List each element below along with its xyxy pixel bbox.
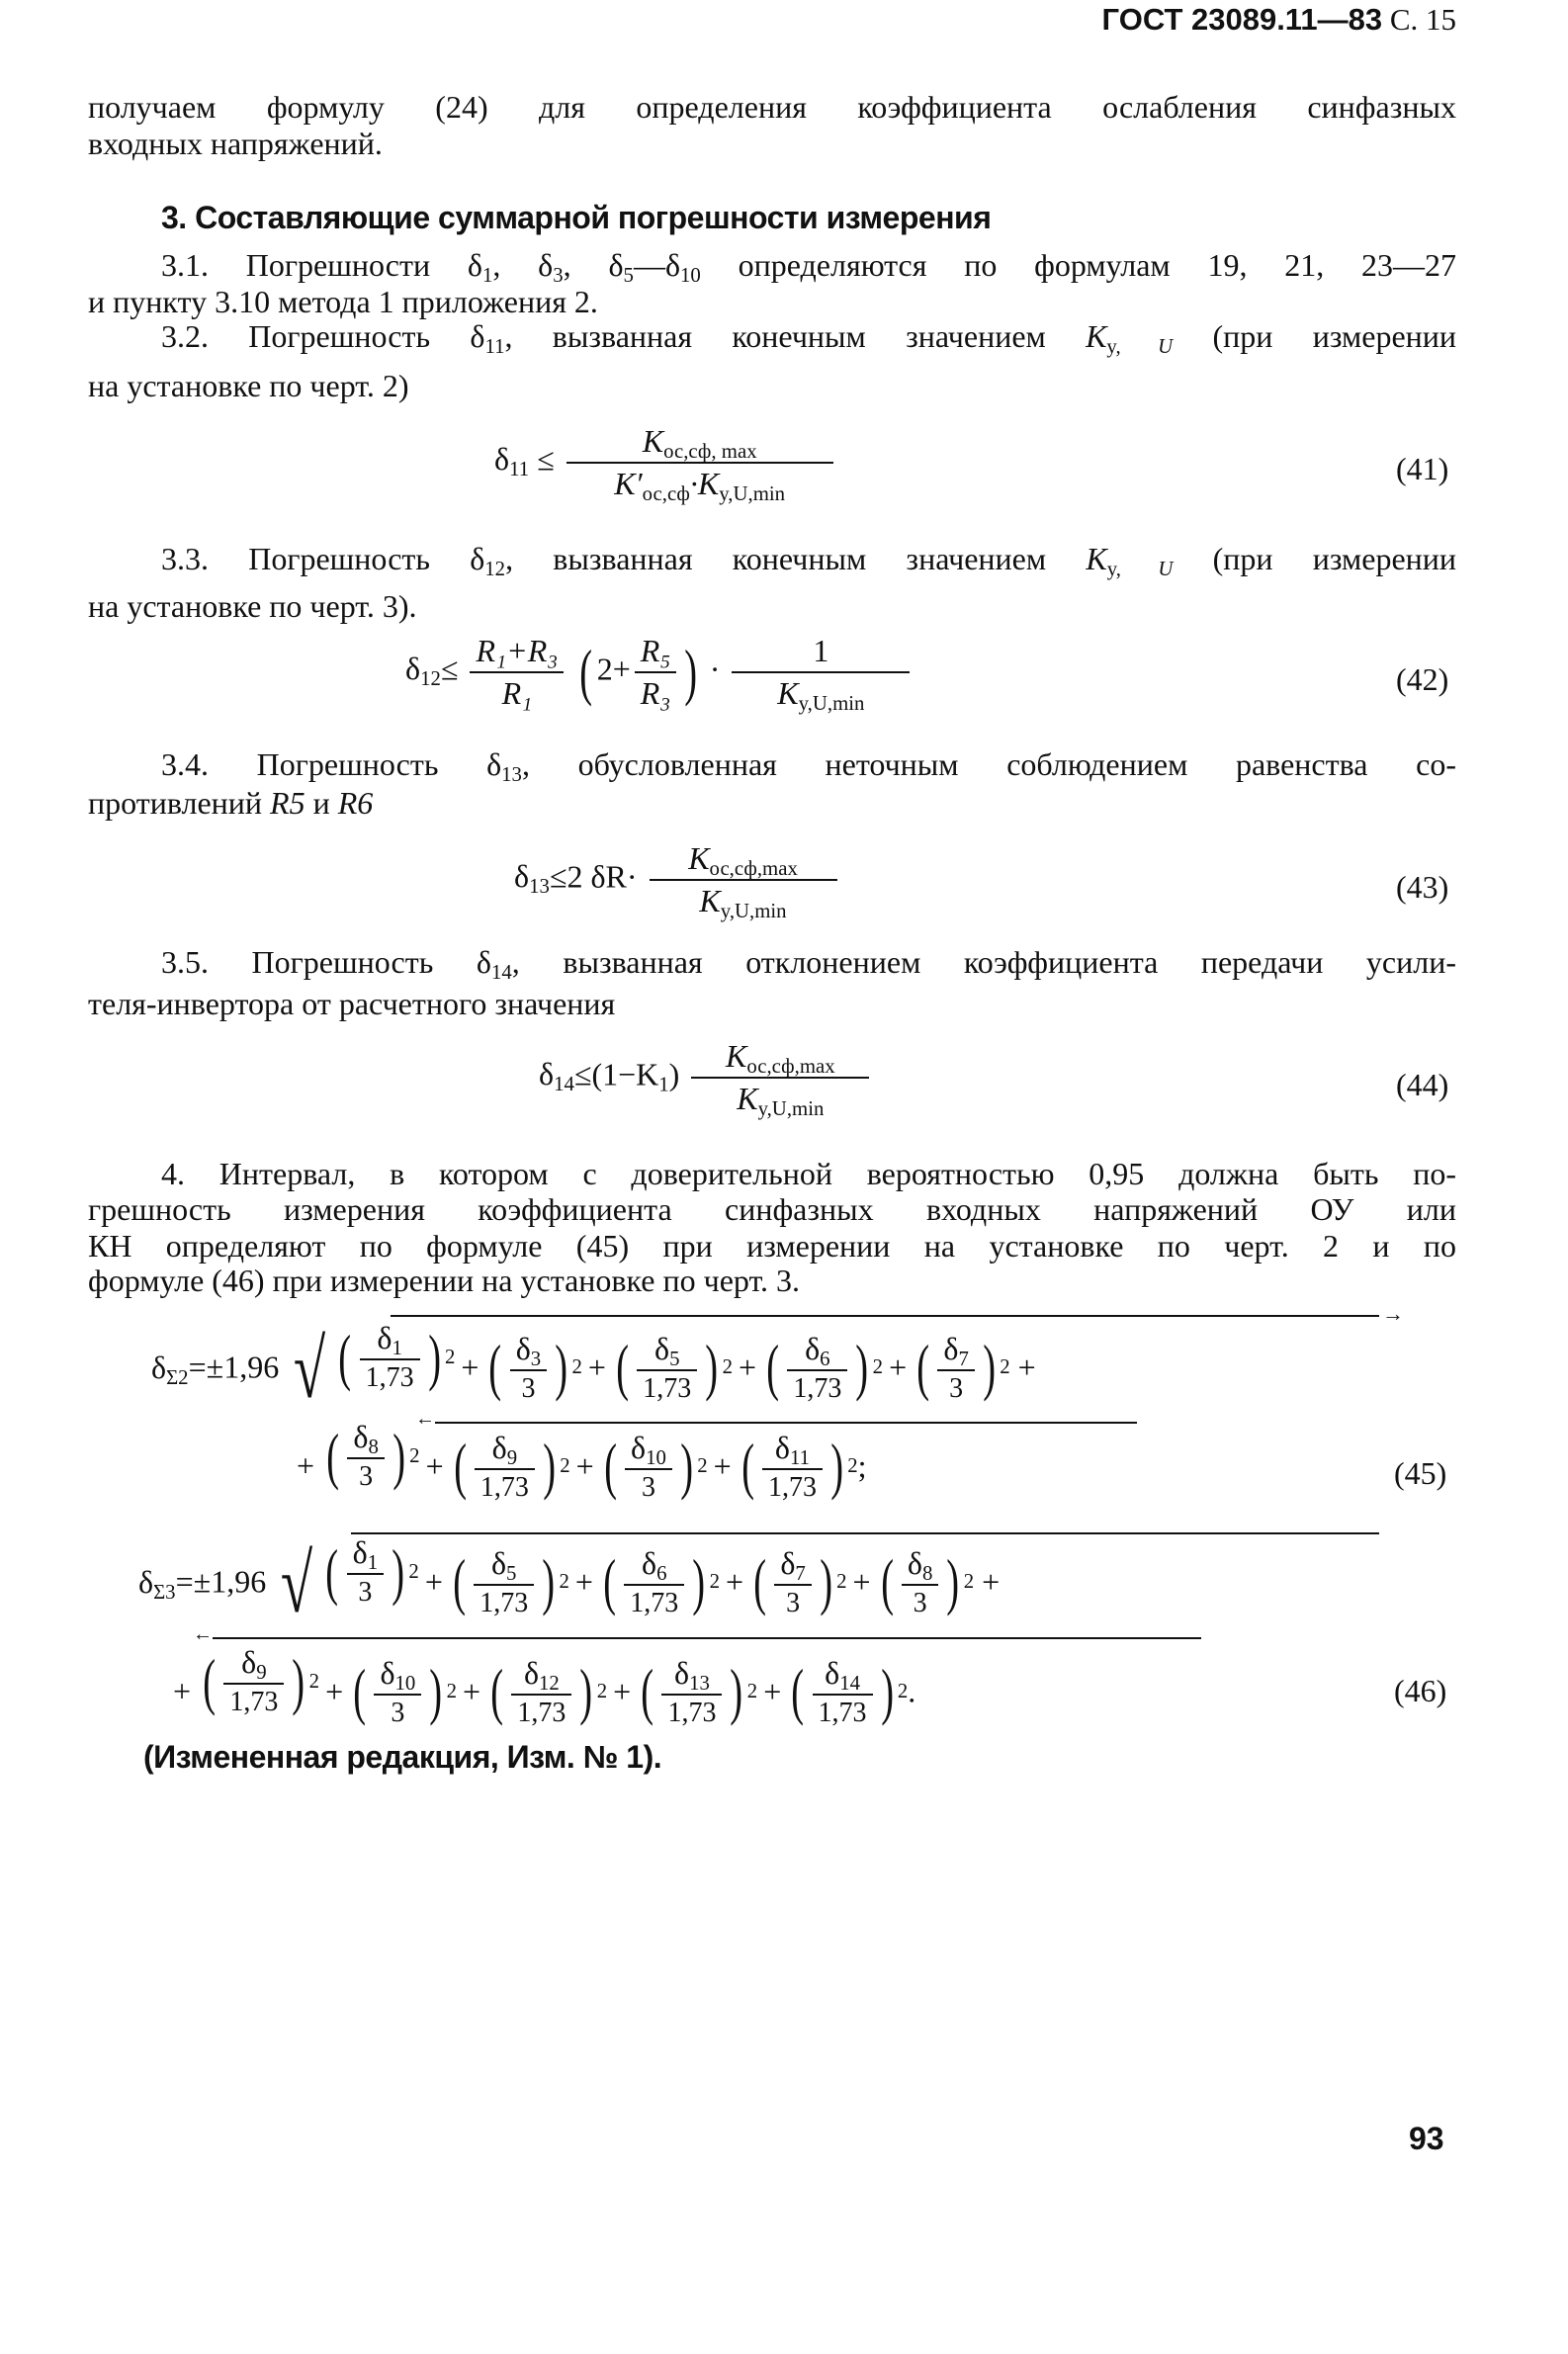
page-reference: С. 15: [1389, 2, 1456, 37]
squared-term: + ( $\frac{\delta_{10}}{3}$ ) 2: [325, 1654, 458, 1728]
formula-45-line-1: $\delta_{\Sigma 2}=\pm 1,96$ √ ( $\frac{\delta_1}{1,73}$ ) 2 + ( $\frac{\delta_3}{3}$ ) 2 + ( $\frac{\delta_5}{1,73}$ ) 2 + ( $\frac{\delta_6}{1,73}$ ) 2 + ( $\frac{\delta_7}{3}$ ) 2 +: [151, 1320, 1036, 1417]
paragraph-3-5-line-2: теля-инвертора от расчетного значения: [88, 986, 616, 1021]
continuation-arrow-left-icon: ←: [193, 1623, 213, 1645]
squared-term: + ( $\frac{\delta_{10}}{3}$ ) 2: [575, 1429, 708, 1503]
paragraph-3-1-line-2: и пункту 3.10 метода 1 приложения 2.: [88, 284, 598, 319]
squared-term: + ( $\frac{\delta_{12}}{1,73}$ ) 2: [463, 1654, 608, 1728]
radical-overline: [391, 1315, 1379, 1317]
formula-43: $\delta_{13}\le 2$ δR· $\frac{K_{ос,сф,max}}{K_{y,U,min}}$: [514, 840, 841, 919]
radical-sign-icon: √: [294, 1324, 326, 1417]
radical-sign-icon: √: [281, 1538, 313, 1631]
squared-term: + ( $\frac{\delta_7}{3}$ ) 2: [889, 1330, 1010, 1404]
paragraph-3-3-line-2: на установке по черт. 3).: [88, 588, 417, 624]
standard-number: ГОСТ 23089.11—83: [1101, 2, 1383, 37]
paragraph-3-2-line-1: 3.2. Погрешность $\delta_{11}$, вызванная конечным значением $K_{y, U}$ (при измерении: [161, 318, 1457, 359]
formula-44: $\delta_{14}\le(1-K_1)$ $\frac{K_{ос,сф,max}}{K_{y,U,min}}$: [539, 1038, 873, 1117]
squared-term: + ( $\frac{\delta_6}{1,73}$ ) 2: [738, 1330, 884, 1404]
squared-term: ( $\frac{\delta_1}{1,73}$ ) 2: [338, 1320, 456, 1393]
squared-term: + ( $\frac{\delta_5}{1,73}$ ) 2: [424, 1544, 569, 1618]
squared-term: + ( $\frac{\delta_{13}}{1,73}$ ) 2: [613, 1654, 758, 1728]
paragraph-3-5-line-1: 3.5. Погрешность $\delta_{14}$, вызванная отклонением коэффициента передачи усили-: [161, 944, 1457, 985]
squared-term: + ( $\frac{\delta_8}{3}$ ) 2: [852, 1544, 975, 1618]
squared-term: + ( $\frac{\delta_7}{3}$ ) 2: [725, 1544, 847, 1618]
section-4-line-4: формуле (46) при измерении на установке по черт. 3.: [88, 1263, 801, 1298]
radical-overline-continued: [213, 1637, 1201, 1639]
squared-term: + ( $\frac{\delta_9}{1,73}$ ) 2: [425, 1429, 570, 1503]
formula-46-line-2: + ( $\frac{\delta_9}{1,73}$ ) 2 + ( $\frac{\delta_{10}}{3}$ ) 2 + ( $\frac{\delta_{12}}{1,73}$ ) 2 + ( $\frac{\delta_{13}}{1,73}$ ) 2 + ( $\frac{\delta_{14}}{1,73}$ ) 2 .: [173, 1644, 916, 1728]
paragraph-3-1-line-1: 3.1. Погрешности $\delta_1$, $\delta_3$, $\delta_5—\delta_{10}$ определяются по формулам 19, 21, 23—27: [161, 247, 1457, 288]
paragraph-3-4-line-1: 3.4. Погрешность $\delta_{13}$, обусловленная неточным соблюдением равенства со-: [161, 746, 1457, 787]
plus-sign: +: [974, 1563, 1001, 1600]
running-header: [1102, 2, 1456, 38]
equation-number-41: (41): [1396, 451, 1449, 486]
paragraph-3-3-line-1: 3.3. Погрешность $\delta_{12}$, вызванная конечным значением $K_{y, U}$ (при измерении: [161, 541, 1457, 581]
equation-number-44: (44): [1396, 1067, 1449, 1102]
equation-number-43: (43): [1396, 869, 1449, 905]
intro-line-2: входных напряжений.: [88, 126, 383, 161]
formula-45-line-2: + ( $\frac{\delta_8}{3}$ ) 2 + ( $\frac{\delta_9}{1,73}$ ) 2 + ( $\frac{\delta_{10}}{3}$ ) 2 + ( $\frac{\delta_{11}}{1,73}$ ) 2 ;: [297, 1419, 867, 1503]
squared-term: ( $\frac{\delta_8}{3}$ ) 2: [326, 1419, 420, 1492]
squared-term: + ( $\frac{\delta_5}{1,73}$ ) 2: [587, 1330, 733, 1404]
intro-line-1: получаем формулу (24) для определения коэффициента ослабления синфазных: [88, 89, 1456, 125]
squared-term: ( $\frac{\delta_9}{1,73}$ ) 2: [203, 1644, 320, 1717]
squared-term: + ( $\frac{\delta_{14}}{1,73}$ ) 2: [763, 1654, 909, 1728]
radical-overline-continued: [435, 1422, 1137, 1424]
paragraph-3-4-line-2: противлений R5 и R6: [88, 785, 374, 821]
formula-41: $\delta_{11}$ ≤ $\frac{K_{ос,сф, max}}{K'_{ос,сф}\cdot K_{y,U,min}}$: [494, 423, 837, 502]
continuation-arrow-right-icon: →: [1382, 1301, 1404, 1326]
section-4-line-2: грешность измерения коэффициента синфазных входных напряжений ОУ или: [88, 1191, 1456, 1227]
continuation-arrow-left-icon: ←: [415, 1408, 435, 1430]
squared-term: + ( $\frac{\delta_{11}}{1,73}$ ) 2: [713, 1429, 858, 1503]
radical-overline: [351, 1532, 1379, 1534]
squared-term: ( $\frac{\delta_1}{3}$ ) 2: [325, 1534, 419, 1608]
paragraph-3-2-line-2: на установке по черт. 2): [88, 368, 409, 403]
amendment-note: (Измененная редакция, Изм. № 1).: [143, 1739, 662, 1775]
formula-46-line-1: $\delta_{\Sigma 3}=\pm 1,96$ √ ( $\frac{\delta_1}{3}$ ) 2 + ( $\frac{\delta_5}{1,73}$ ) 2 + ( $\frac{\delta_6}{1,73}$ ) 2 + ( $\frac{\delta_7}{3}$ ) 2 + ( $\frac{\delta_8}{3}$ ) 2 +: [138, 1534, 1001, 1631]
formula-42: $\delta_{12}\le$ $\frac{\text{R₁+R₃}}{\text{R₁}}$ ( 2+ $\frac{\text{R₅}}{\text{R₃}}$ ) · $\frac{1}{K_{y,U,min}}$: [405, 633, 914, 712]
plus-sign: +: [1009, 1349, 1036, 1385]
section-4-line-3: КН определяют по формуле (45) при измерении на установке по черт. 2 и по: [88, 1228, 1456, 1264]
equation-number-42: (42): [1396, 661, 1449, 697]
section-heading: 3. Составляющие суммарной погрешности измерения: [161, 200, 992, 235]
equation-number-45: (45): [1394, 1455, 1447, 1491]
page-number: 93: [1409, 2121, 1444, 2156]
equation-number-46: (46): [1394, 1673, 1447, 1708]
squared-term: + ( $\frac{\delta_6}{1,73}$ ) 2: [574, 1544, 720, 1618]
section-4-line-1: 4. Интервал, в котором с доверительной вероятностью 0,95 должна быть по-: [161, 1156, 1456, 1191]
squared-term: + ( $\frac{\delta_3}{3}$ ) 2: [461, 1330, 582, 1404]
